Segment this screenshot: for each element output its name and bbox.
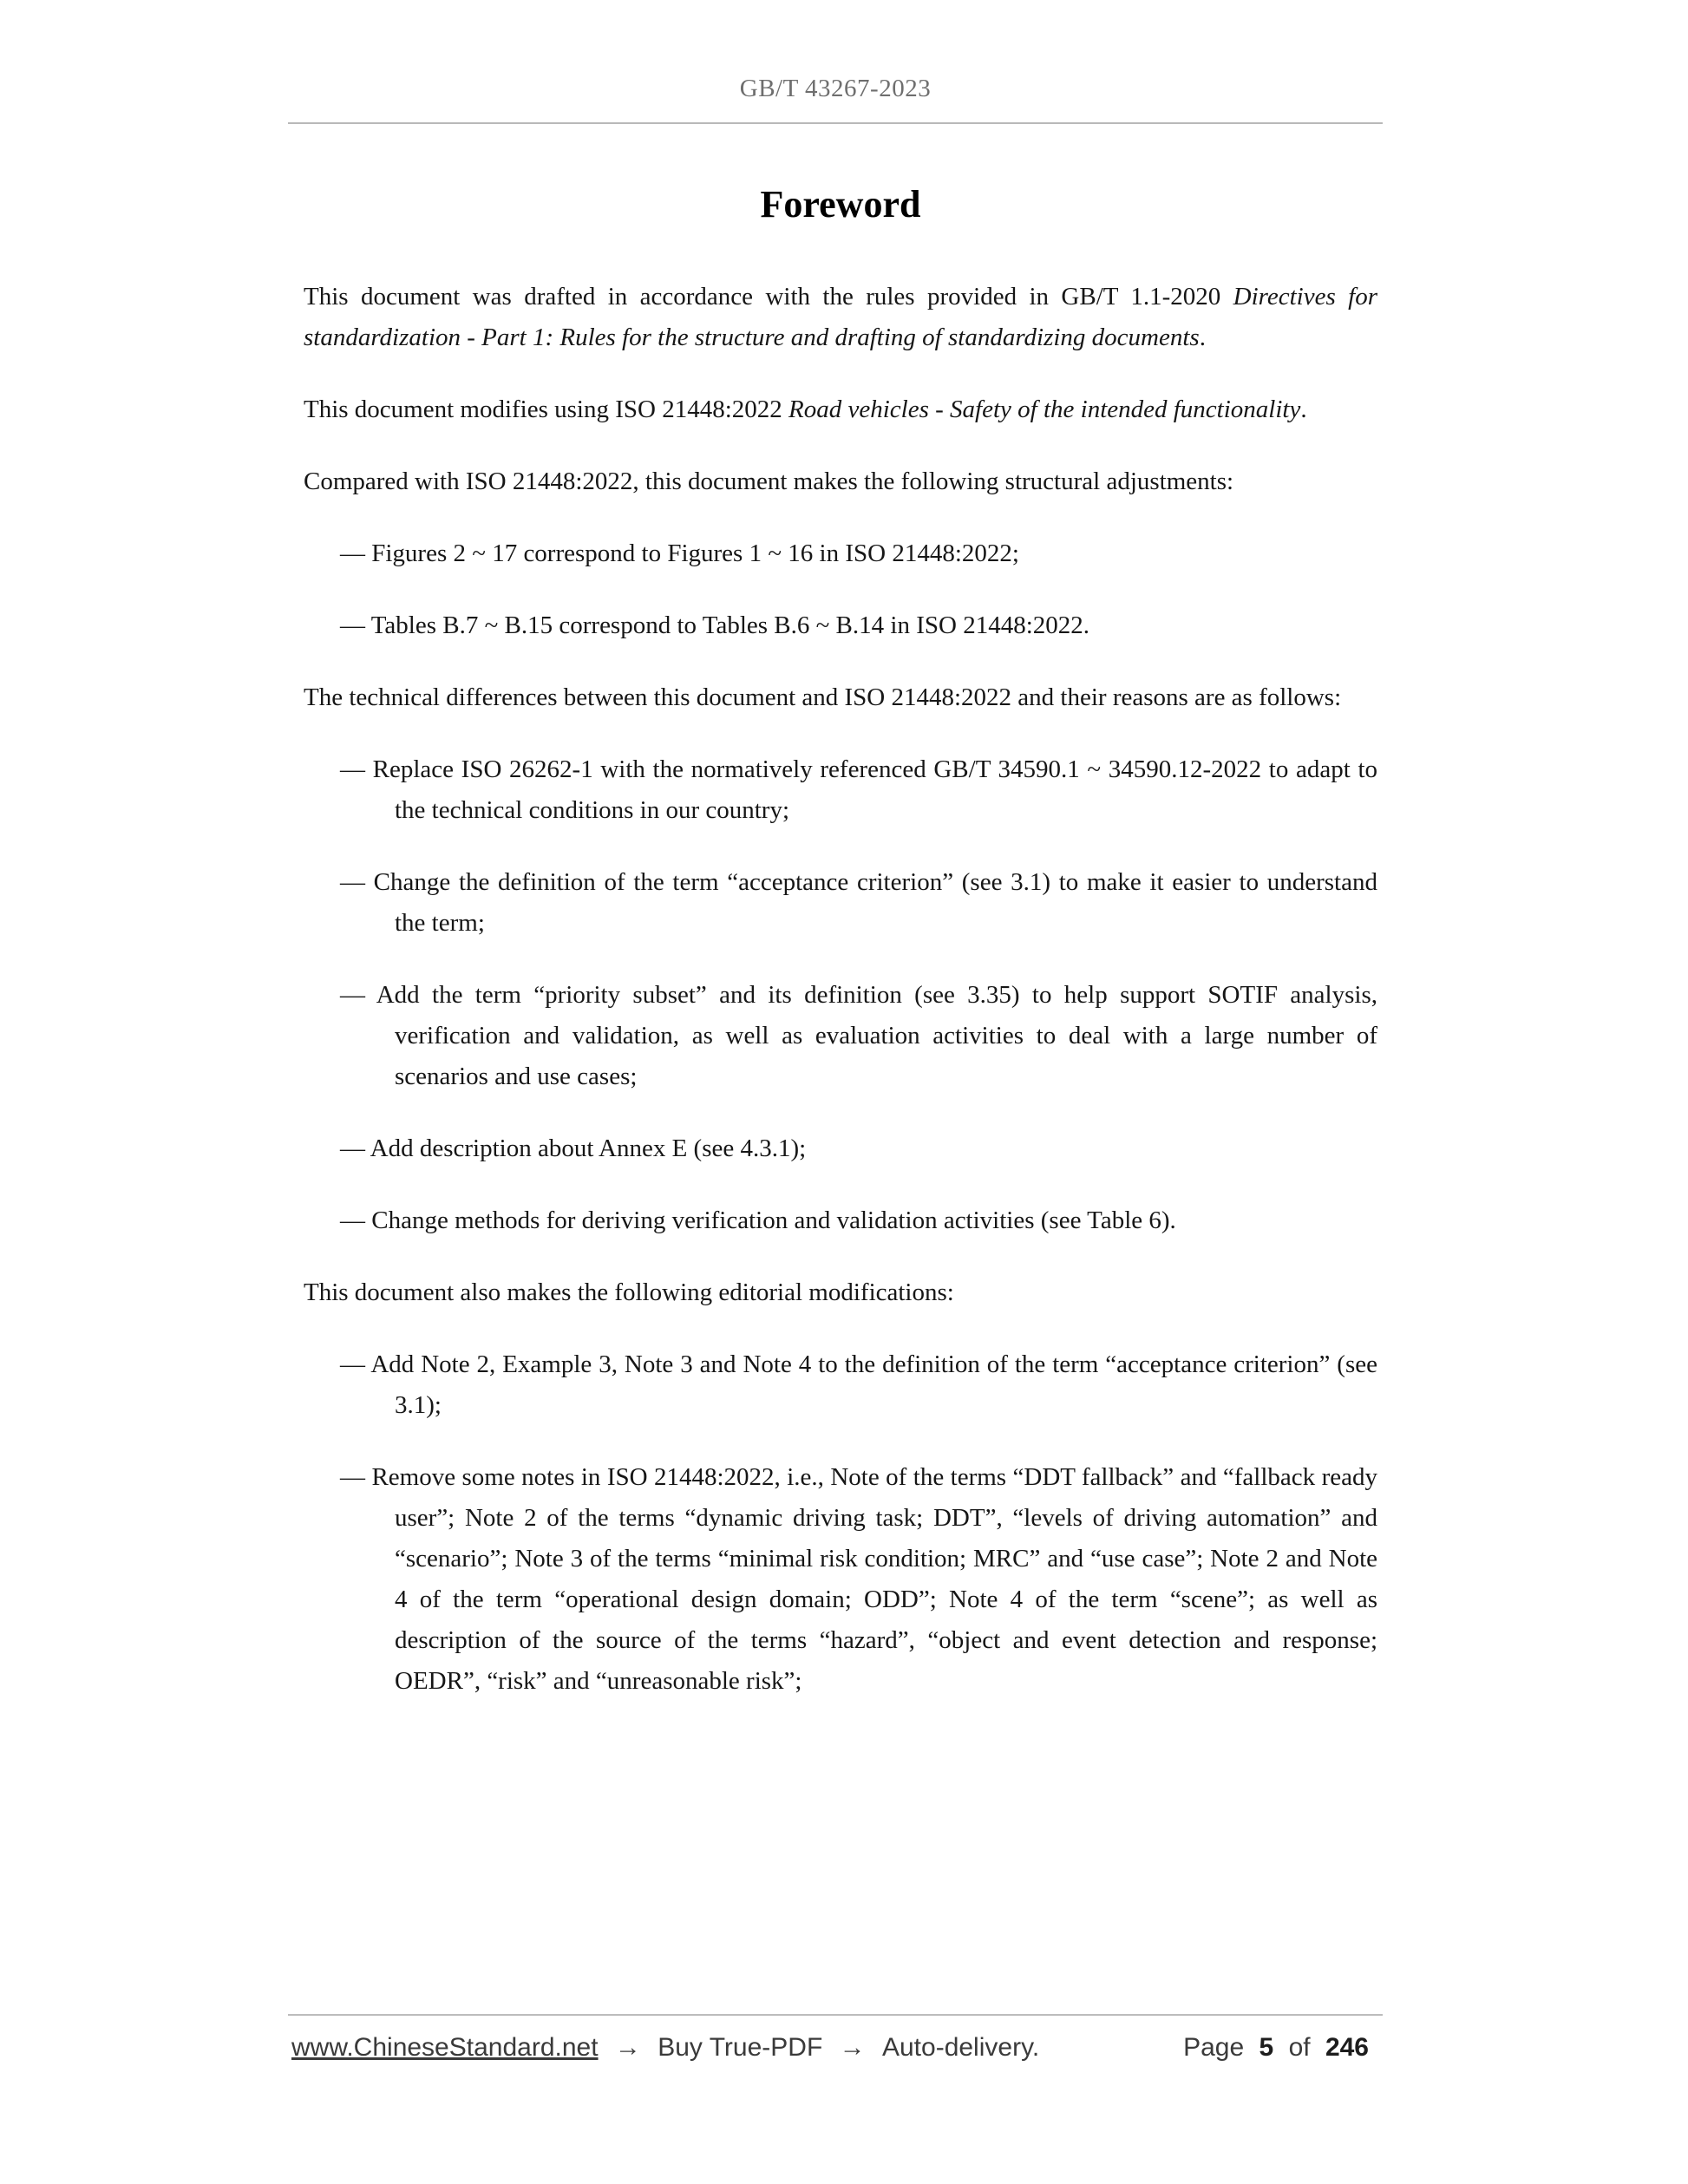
- paragraph: [304, 277, 1377, 358]
- footer-delivery-text: Auto-delivery.: [881, 2033, 1040, 2062]
- text-run: .: [1199, 324, 1206, 351]
- document-body: [304, 128, 1377, 1733]
- text-run: This document was drafted in accordance with the rules provided in GB/T 1.1-2020: [304, 283, 1233, 311]
- arrow-right-icon: →: [839, 2033, 866, 2062]
- footer-buy-text: Buy True-PDF: [658, 2033, 823, 2062]
- list-item: [340, 605, 1377, 646]
- paragraph: [304, 677, 1377, 718]
- footer-row: [288, 2033, 1383, 2063]
- list-item: [340, 1344, 1377, 1426]
- footer-info: [291, 2033, 1039, 2063]
- page-footer: [288, 2014, 1383, 2063]
- list-item: [340, 975, 1377, 1097]
- text-run: — Tables B.7 ~ B.15 correspond to Tables B.6 ~ B.14 in ISO 21448:2022.: [340, 611, 1089, 639]
- total-pages: 246: [1325, 2033, 1369, 2062]
- paragraph: [304, 461, 1377, 502]
- list-item: [340, 1128, 1377, 1169]
- of-label: of: [1288, 2033, 1311, 2062]
- header-divider: [288, 122, 1383, 124]
- list-item: [340, 862, 1377, 944]
- page-header: [288, 0, 1383, 124]
- list-item: [340, 1457, 1377, 1702]
- text-run: This document also makes the following editorial modifications:: [304, 1278, 954, 1306]
- text-run: The technical differences between this document and ISO 21448:2022 and their reasons are as follows:: [304, 683, 1342, 711]
- page-indicator: [1183, 2033, 1369, 2063]
- page-label: Page: [1183, 2033, 1245, 2062]
- text-run: — Remove some notes in ISO 21448:2022, i.e., Note of the terms “DDT fallback” and “fallback ready user”; Note 2 of the terms “dynamic driving task; DDT”, “levels of driving automation” and “scenario”; Note 3 of the terms “minimal risk condition; MRC” and “use case”; Note 2 and Note 4 of the term “operational design domain; ODD”; Note 4 of the term “scene”; as well as description of the source of the terms “hazard”, “object and event detection and response; OEDR”, “risk” and “unreasonable risk”;: [340, 1463, 1377, 1695]
- list-item: [340, 749, 1377, 831]
- text-run: — Change the definition of the term “acceptance criterion” (see 3.1) to make it easier to understand the term;: [340, 868, 1377, 937]
- page-number: 5: [1259, 2033, 1274, 2062]
- arrow-right-icon: →: [614, 2033, 641, 2062]
- text-run: — Change methods for deriving verification and validation activities (see Table 6).: [340, 1206, 1176, 1234]
- list-item: [340, 533, 1377, 574]
- text-run: .: [1300, 396, 1307, 423]
- page-title: Foreword: [760, 183, 921, 226]
- document-content: [304, 277, 1377, 1702]
- text-run: — Add Note 2, Example 3, Note 3 and Note 4 to the definition of the term “acceptance criterion” (see 3.1);: [340, 1350, 1377, 1419]
- italic-text-run: Road vehicles - Safety of the intended functionality: [788, 396, 1301, 423]
- paragraph: [304, 389, 1377, 430]
- text-run: — Add description about Annex E (see 4.3.1);: [340, 1135, 807, 1162]
- text-run: Compared with ISO 21448:2022, this document makes the following structural adjustments:: [304, 468, 1234, 495]
- text-run: — Add the term “priority subset” and its definition (see 3.35) to help support SOTIF analysis, verification and validation, as well as evaluation activities to deal with a large number of scenarios and use cases;: [340, 981, 1377, 1090]
- document-number: GB/T 43267-2023: [739, 75, 932, 102]
- website-link[interactable]: www.ChineseStandard.net: [291, 2033, 599, 2062]
- italic-text-run: Directives for standardization - Part 1: Rules for the structure and drafting of standardizing documents: [304, 283, 1377, 351]
- text-run: — Figures 2 ~ 17 correspond to Figures 1 ~ 16 in ISO 21448:2022;: [340, 539, 1019, 567]
- text-run: — Replace ISO 26262-1 with the normatively referenced GB/T 34590.1 ~ 34590.12-2022 to adapt to the technical conditions in our country;: [340, 755, 1377, 824]
- list-item: [340, 1200, 1377, 1241]
- text-run: This document modifies using ISO 21448:2022: [304, 396, 789, 423]
- paragraph: [304, 1272, 1377, 1313]
